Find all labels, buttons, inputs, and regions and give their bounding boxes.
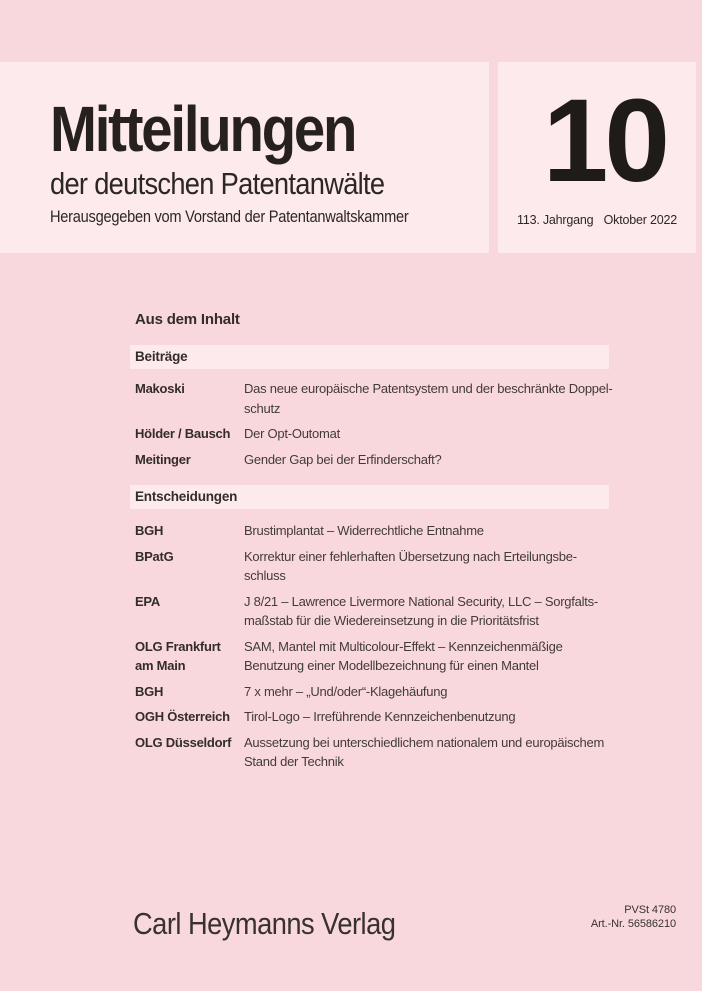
- toc-row-label: [135, 424, 244, 444]
- toc-row: [135, 450, 609, 470]
- toc-label-line: Meitinger: [135, 451, 191, 467]
- toc-row-title: [244, 592, 609, 631]
- toc-title-line: J 8/21 – Lawrence Livermore National Security, LLC – Sorgfalts-: [244, 593, 598, 609]
- toc-label-line: OLG Frankfurt: [135, 638, 221, 654]
- toc-title-line: Benutzung einer Modellbezeichnung für einen Mantel: [244, 658, 539, 673]
- toc-row-label: [135, 450, 244, 470]
- toc-title-line: SAM, Mantel mit Multicolour-Effekt – Kennzeichenmäßige: [244, 638, 563, 654]
- toc-title-line: Das neue europäische Patentsystem und der beschränkte Doppel-: [244, 381, 613, 396]
- toc-row-title: [244, 521, 609, 541]
- section-rows-entscheidungen: [130, 521, 609, 772]
- toc-title-line: Gender Gap bei der Erfinderschaft?: [244, 451, 442, 467]
- toc-title-line: maßstab für die Wiedereinsetzung in die Prioritätsfrist: [244, 613, 539, 628]
- toc-title-line: schutz: [244, 400, 281, 416]
- toc-row: [135, 707, 609, 727]
- toc-label-line: OGH Österreich: [135, 709, 230, 724]
- toc-row: [135, 379, 613, 418]
- toc-row-title: [244, 450, 609, 470]
- issue-panel: [498, 62, 696, 253]
- contents-heading: Aus dem Inhalt: [135, 311, 240, 328]
- journal-title: Mitteilungen: [50, 93, 356, 165]
- toc-row-label: [135, 379, 244, 418]
- toc-label-line: BPatG: [135, 548, 174, 564]
- toc-row-title: [244, 637, 609, 676]
- toc-row: [135, 637, 609, 676]
- toc-label-line: BGH: [135, 683, 164, 699]
- toc-title-line: Aussetzung bei unterschiedlichem nationalem und europäischem: [244, 734, 605, 750]
- publisher-line: Herausgegeben vom Vorstand der Patentanwaltskammer: [50, 207, 409, 226]
- issue-date: Oktober 2022: [603, 213, 677, 227]
- toc-title-line: 7 x mehr – „Und/oder“-Klagehäufung: [244, 683, 448, 699]
- toc-row: [135, 592, 609, 631]
- toc-title-line: Stand der Technik: [244, 754, 344, 769]
- toc-row-label: [135, 733, 244, 772]
- volume-label: 113. Jahrgang: [517, 213, 594, 227]
- toc-title-line: Tirol-Logo – Irreführende Kennzeichenbenutzung: [244, 709, 516, 724]
- toc-row-label: [135, 707, 244, 727]
- toc-row-title: [244, 733, 609, 772]
- section-header-beitraege: Beiträge: [130, 345, 609, 369]
- toc-title-line: Korrektur einer fehlerhaften Übersetzung nach Erteilungsbe-: [244, 548, 577, 564]
- toc-row-title: [244, 547, 609, 586]
- toc-row-label: [135, 521, 244, 541]
- toc-label-line: Hölder / Bausch: [135, 426, 231, 441]
- toc-label-line: EPA: [135, 593, 161, 609]
- toc-row-title: [244, 682, 609, 702]
- toc-row-label: [135, 637, 244, 676]
- toc-row-label: [135, 547, 244, 586]
- toc-row: [135, 547, 609, 586]
- section-rows-beitraege: [130, 379, 613, 469]
- footer-meta: [591, 904, 676, 931]
- issue-number: 10: [542, 75, 666, 207]
- toc-row-label: [135, 682, 244, 702]
- toc-row-title: [244, 379, 612, 418]
- toc-label-line: Makoski: [135, 381, 185, 396]
- toc-label-line: OLG Düsseldorf: [135, 734, 232, 750]
- section-header-entscheidungen: Entscheidungen: [130, 485, 609, 509]
- masthead-panel: [0, 62, 489, 253]
- toc-row: [135, 682, 609, 702]
- toc-row-title: [244, 424, 609, 444]
- toc-row: [135, 733, 609, 772]
- toc-row-label: [135, 592, 244, 631]
- postal-id: PVSt 4780: [624, 904, 676, 916]
- article-number: Art.-Nr. 56586210: [590, 917, 676, 930]
- toc-label-line: BGH: [135, 523, 164, 538]
- issue-meta: [517, 213, 677, 227]
- toc-label-line: am Main: [135, 658, 186, 673]
- toc-row: [135, 521, 609, 541]
- toc-title-line: schluss: [244, 568, 286, 583]
- journal-subtitle: der deutschen Patentanwälte: [50, 166, 385, 201]
- toc-title-line: Der Opt-Outomat: [244, 426, 340, 441]
- toc-row-title: [244, 707, 609, 727]
- publisher-name: Carl Heymanns Verlag: [133, 906, 396, 941]
- table-of-contents: [130, 311, 613, 778]
- toc-row: [135, 424, 609, 444]
- toc-title-line: Brustimplantat – Widerrechtliche Entnahme: [244, 523, 484, 538]
